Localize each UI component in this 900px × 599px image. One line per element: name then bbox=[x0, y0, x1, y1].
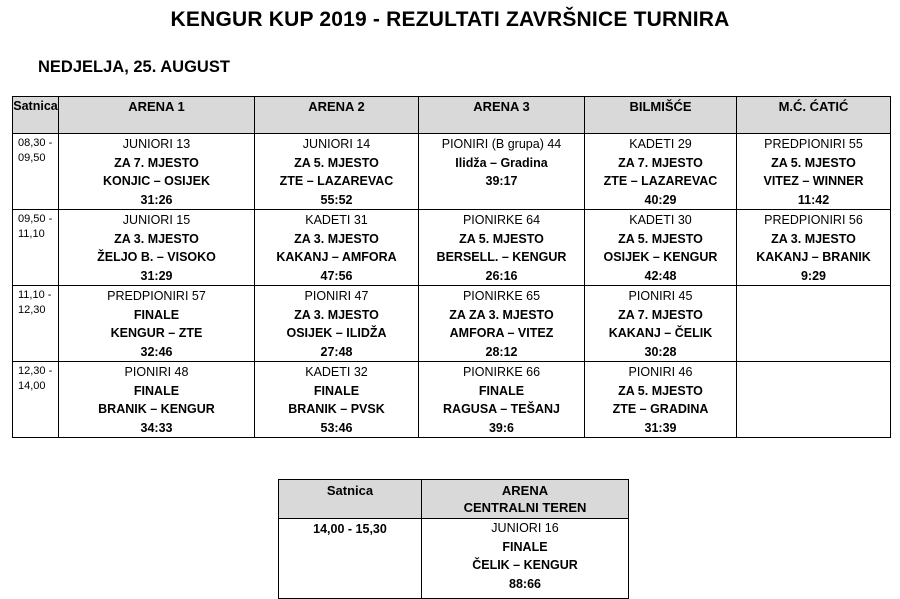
match-score: 30:28 bbox=[644, 344, 677, 359]
match-cell bbox=[419, 210, 585, 286]
match-group: PREDPIONIRI 55 bbox=[764, 137, 863, 151]
final-match bbox=[422, 519, 629, 599]
match-group: KADETI 32 bbox=[305, 365, 368, 379]
match-score: 31:29 bbox=[140, 268, 173, 283]
match-cell bbox=[737, 362, 891, 438]
match-round: FINALE bbox=[133, 383, 180, 398]
match-score: 31:26 bbox=[140, 192, 173, 207]
match-group: PIONIRKE 66 bbox=[462, 365, 541, 379]
col-header-arena-1: ARENA 1 bbox=[59, 97, 255, 134]
time-slot: 08,30 - 09,50 bbox=[13, 134, 59, 210]
match-cell bbox=[255, 362, 419, 438]
match-group: PIONIRI 45 bbox=[628, 289, 693, 303]
match-group: PIONIRI 47 bbox=[304, 289, 369, 303]
match-cell bbox=[419, 134, 585, 210]
schedule-row bbox=[13, 362, 891, 438]
match-teams: ŽELJO B. – VISOKO bbox=[97, 250, 216, 264]
match-round: FINALE bbox=[133, 307, 180, 322]
match-round: ZA 7. MJESTO bbox=[114, 155, 199, 170]
match-score: 55:52 bbox=[320, 192, 353, 207]
match-cell bbox=[419, 286, 585, 362]
match-cell bbox=[255, 134, 419, 210]
match-group: PIONIRI 48 bbox=[124, 365, 189, 379]
match-cell bbox=[59, 286, 255, 362]
final-header-arena: ARENA CENTRALNI TEREN bbox=[422, 480, 629, 519]
match-round: ZA 3. MJESTO bbox=[294, 307, 379, 322]
match-teams: KAKANJ – BRANIK bbox=[756, 250, 871, 264]
col-header-arena-3: ARENA 3 bbox=[419, 97, 585, 134]
match-group: JUNIORI 14 bbox=[302, 137, 371, 151]
match-group: PIONIRKE 64 bbox=[462, 213, 541, 227]
match-round: ZA 5. MJESTO bbox=[618, 231, 703, 246]
match-teams: KAKANJ – AMFORA bbox=[276, 250, 397, 264]
final-header-row bbox=[279, 480, 629, 519]
match-round: ZA ZA 3. MJESTO bbox=[449, 307, 554, 322]
match-teams: KENGUR – ZTE bbox=[110, 326, 203, 340]
match-cell bbox=[737, 134, 891, 210]
match-teams: OSIJEK – KENGUR bbox=[603, 250, 718, 264]
match-cell bbox=[585, 286, 737, 362]
match-score: 53:46 bbox=[320, 420, 353, 435]
match-score: 11:42 bbox=[797, 192, 830, 207]
match-teams: 39:17 bbox=[485, 174, 518, 188]
match-group: JUNIORI 16 bbox=[491, 521, 559, 535]
final-header-slot: Satnica bbox=[279, 480, 422, 519]
schedule-row bbox=[13, 134, 891, 210]
col-header-arena-2: ARENA 2 bbox=[255, 97, 419, 134]
match-cell bbox=[59, 362, 255, 438]
match-group: PREDPIONIRI 56 bbox=[764, 213, 863, 227]
final-slot: 14,00 - 15,30 bbox=[279, 519, 422, 599]
match-round: FINALE bbox=[502, 539, 548, 554]
match-score: 39:6 bbox=[488, 420, 515, 435]
match-round: ZA 5. MJESTO bbox=[294, 155, 379, 170]
match-group: KADETI 30 bbox=[629, 213, 692, 227]
match-score: 9:29 bbox=[800, 268, 827, 283]
match-cell bbox=[737, 210, 891, 286]
match-teams: VITEZ – WINNER bbox=[763, 174, 864, 188]
match-teams: ZTE – LAZAREVAC bbox=[603, 174, 718, 188]
header-row bbox=[13, 97, 891, 134]
match-round: ZA 5. MJESTO bbox=[459, 231, 544, 246]
match-round: ZA 5. MJESTO bbox=[771, 155, 856, 170]
match-group: KADETI 31 bbox=[305, 213, 368, 227]
match-score: 26:16 bbox=[485, 268, 518, 283]
page-title: KENGUR KUP 2019 - REZULTATI ZAVRŠNICE TURNIRA bbox=[170, 8, 730, 31]
match-score: 27:48 bbox=[320, 344, 353, 359]
match-teams: OSIJEK – ILIDŽA bbox=[286, 326, 387, 340]
match-teams: KAKANJ – ČELIK bbox=[608, 326, 713, 340]
schedule-row bbox=[13, 286, 891, 362]
match-teams: RAGUSA – TEŠANJ bbox=[443, 402, 560, 416]
match-group: JUNIORI 15 bbox=[122, 213, 191, 227]
match-score: 28:12 bbox=[485, 344, 518, 359]
match-teams: KONJIC – OSIJEK bbox=[103, 174, 210, 188]
col-header-bilmisce: BILMIŠĆE bbox=[585, 97, 737, 134]
match-score: 40:29 bbox=[644, 192, 677, 207]
match-group: PIONIRI (B grupa) 44 bbox=[441, 137, 562, 151]
match-teams: ČELIK – KENGUR bbox=[472, 558, 578, 572]
match-cell bbox=[737, 286, 891, 362]
schedule-table bbox=[12, 96, 891, 438]
final-table bbox=[278, 479, 629, 599]
match-teams: AMFORA – VITEZ bbox=[449, 326, 554, 340]
match-cell bbox=[59, 134, 255, 210]
match-round: ZA 7. MJESTO bbox=[618, 155, 703, 170]
final-row bbox=[279, 519, 629, 599]
match-group: JUNIORI 13 bbox=[122, 137, 191, 151]
match-group: PREDPIONIRI 57 bbox=[107, 289, 206, 303]
match-group: PIONIRI 46 bbox=[628, 365, 693, 379]
match-round: ZA 5. MJESTO bbox=[618, 383, 703, 398]
match-cell bbox=[585, 134, 737, 210]
match-cell bbox=[255, 210, 419, 286]
time-slot: 11,10 - 12,30 bbox=[13, 286, 59, 362]
match-round: Ilidža – Gradina bbox=[455, 155, 548, 170]
match-round: ZA 3. MJESTO bbox=[771, 231, 856, 246]
match-round: ZA 7. MJESTO bbox=[618, 307, 703, 322]
match-teams: BERSELL. – KENGUR bbox=[436, 250, 567, 264]
match-teams: BRANIK – PVSK bbox=[288, 402, 385, 416]
match-teams: ZTE – GRADINA bbox=[612, 402, 709, 416]
match-score: 42:48 bbox=[644, 268, 677, 283]
match-score: 34:33 bbox=[140, 420, 173, 435]
match-cell bbox=[59, 210, 255, 286]
match-score: 88:66 bbox=[509, 576, 541, 591]
match-round: FINALE bbox=[478, 383, 525, 398]
match-teams: ZTE – LAZAREVAC bbox=[279, 174, 394, 188]
match-score: 47:56 bbox=[320, 268, 353, 283]
col-header-satnica: Satnica bbox=[13, 97, 59, 134]
match-cell bbox=[419, 362, 585, 438]
match-round: ZA 3. MJESTO bbox=[114, 231, 199, 246]
match-score: 31:39 bbox=[644, 420, 677, 435]
col-header-mc-catic: M.Ć. ĆATIĆ bbox=[737, 97, 891, 134]
time-slot: 09,50 - 11,10 bbox=[13, 210, 59, 286]
match-cell bbox=[255, 286, 419, 362]
match-cell bbox=[585, 362, 737, 438]
match-round: ZA 3. MJESTO bbox=[294, 231, 379, 246]
date-heading: NEDJELJA, 25. AUGUST bbox=[38, 58, 230, 76]
match-group: PIONIRKE 65 bbox=[462, 289, 541, 303]
schedule-row bbox=[13, 210, 891, 286]
match-score: 32:46 bbox=[140, 344, 173, 359]
match-round: FINALE bbox=[313, 383, 360, 398]
time-slot: 12,30 - 14,00 bbox=[13, 362, 59, 438]
match-group: KADETI 29 bbox=[629, 137, 692, 151]
match-teams: BRANIK – KENGUR bbox=[98, 402, 215, 416]
match-cell bbox=[585, 210, 737, 286]
